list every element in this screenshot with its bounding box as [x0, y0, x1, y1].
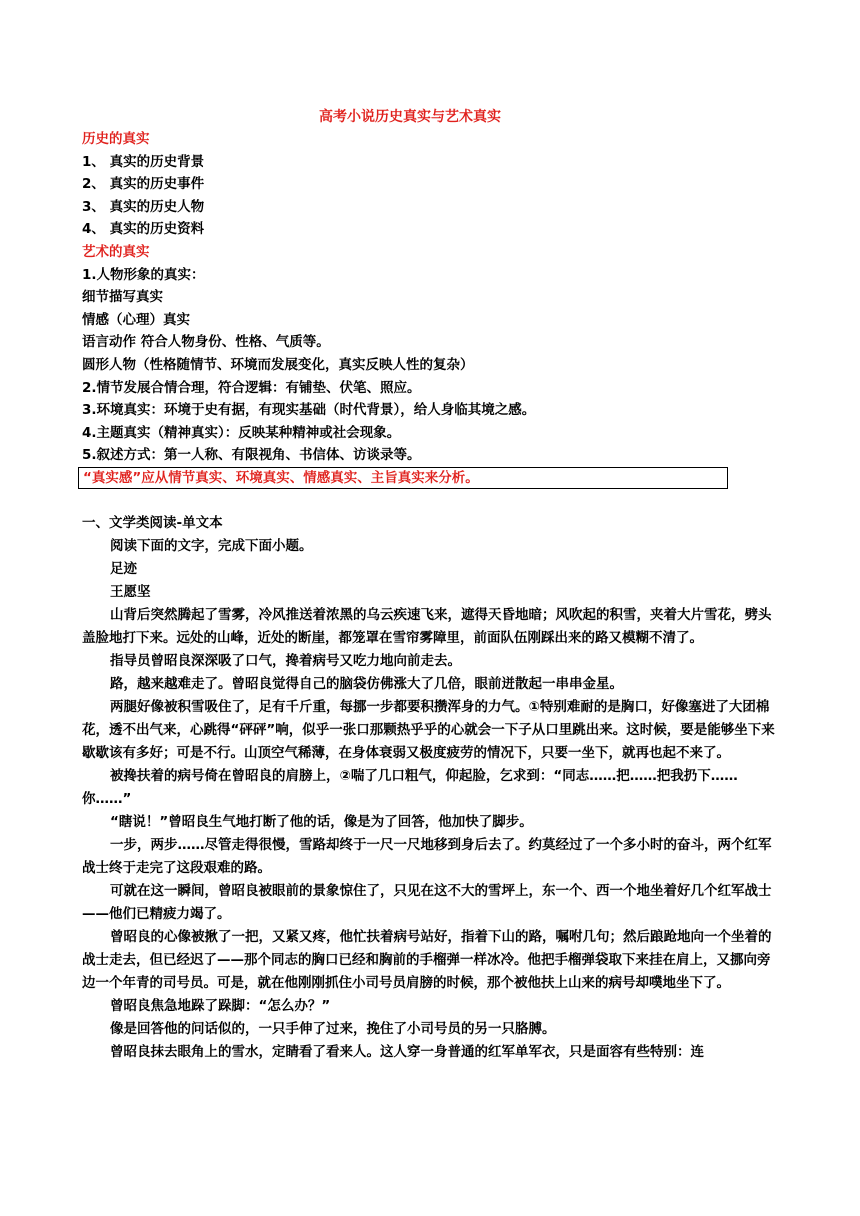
story-paragraph: 曾昭良抹去眼角上的雪水，定睛看了看来人。这人穿一身普通的红军单军衣，只是面容有些特别：连 [110, 1044, 704, 1060]
story-paragraph: 被搀扶着的病号倚在曾昭良的肩膀上，②喘了几口粗气，仰起脸，乞求到：“同志……把……把我扔下……你……” [82, 768, 738, 807]
document-title: 高考小说历史真实与艺术真实 [319, 109, 501, 125]
story-paragraph: 路，越来越难走了。曾昭良觉得自己的脑袋仿佛涨大了几倍，眼前迸散起一串串金星。 [110, 676, 623, 692]
story-paragraph: 指导员曾昭良深深吸了口气，搀着病号又吃力地向前走去。 [110, 653, 461, 669]
story-paragraph: 一步，两步……尽管走得很慢，雪路却终于一尺一尺地移到身后去了。约莫经过了一个多小时的奋斗，两个红军战士终于走完了这段艰难的路。 [82, 837, 772, 876]
art-line: 语言动作 符合人物身份、性格、气质等。 [82, 334, 330, 351]
story-paragraph: 像是回答他的问话似的，一只手伸了过来，挽住了小司号员的另一只胳膊。 [110, 1021, 556, 1037]
history-heading: 历史的真实 [82, 131, 150, 147]
art-heading: 艺术的真实 [82, 243, 150, 260]
story-paragraph: 曾昭良的心像被揪了一把，又紧又疼，他忙扶着病号站好，指着下山的路，嘱咐几句；然后踉跄地向一个坐着的战士走去，但已经迟了——那个同志的胸口已经和胸前的手榴弹一样冰冷。他把手榴弹袋取下来挂在肩上，又挪向旁边一个年青的司号员。可是，就在他刚刚抓住小司号员肩膀的时候，那个被他扶上山来的病号却噗地坐下了。 [82, 929, 772, 991]
outline-section [82, 128, 732, 467]
story-paragraph: 山背后突然腾起了雪雾，冷风推送着浓黑的乌云疾速飞来，遮得天昏地暗；风吹起的积雪，夹着大片雪花，劈头盖脸地打下来。远处的山峰，近处的断崖，都笼罩在雪帘雾障里，前面队伍刚踩出来的路又模糊不清了。 [82, 607, 772, 646]
instruction: 阅读下面的文字，完成下面小题。 [110, 538, 313, 554]
art-line: 1.人物形象的真实： [82, 266, 205, 283]
art-line: 细节描写真实 [82, 289, 163, 306]
art-line: 2.情节发展合情合理，符合逻辑：有铺垫、伏笔、照应。 [82, 379, 421, 396]
history-item: 2、 真实的历史事件 [82, 176, 205, 193]
story-paragraph: “瞎说！”曾昭良生气地打断了他的话，像是为了回答，他加快了脚步。 [110, 814, 533, 830]
art-line: 圆形人物（性格随情节、环境而发展变化，真实反映人性的复杂） [82, 356, 474, 373]
story-paragraph: 可就在这一瞬间，曾昭良被眼前的景象惊住了，只见在这不大的雪坪上，东一个、西一个地坐着好几个红军战士——他们已精疲力竭了。 [82, 883, 772, 922]
reading-section [82, 512, 782, 1064]
art-line: 3.环境真实：环境于史有据，有现实基础（时代背景），给人身临其境之感。 [82, 402, 536, 419]
art-line: 4.主题真实（精神真实）：反映某种精神或社会现象。 [82, 424, 401, 441]
history-item: 4、 真实的历史资料 [82, 221, 205, 238]
story-title: 足迹 [110, 561, 137, 577]
section-heading: 一、文学类阅读-单文本 [82, 515, 223, 531]
history-item: 1、 真实的历史背景 [82, 153, 205, 170]
art-line: 情感（心理）真实 [82, 311, 190, 328]
boxed-note: “真实感”应从情节真实、环境真实、情感真实、主旨真实来分析。 [78, 467, 728, 489]
story-paragraph: 两腿好像被积雪吸住了，足有千斤重，每挪一步都要积攒浑身的力气。①特别难耐的是胸口，好像塞进了大团棉花，透不出气来，心跳得“砰砰”响，似乎一张口那颗热乎乎的心就会一下子从口里跳出来。这时候，要是能够坐下来歇歇该有多好；可是不行。山顶空气稀薄，在身体衰弱又极度疲劳的情况下，只要一坐下，就再也起不来了。 [82, 699, 775, 761]
art-line: 5.叙述方式：第一人称、有限视角、书信体、访谈录等。 [82, 447, 421, 464]
story-author: 王愿坚 [110, 584, 151, 600]
story-paragraph: 曾昭良焦急地跺了跺脚：“怎么办？” [110, 998, 331, 1014]
history-item: 3、 真实的历史人物 [82, 198, 205, 215]
